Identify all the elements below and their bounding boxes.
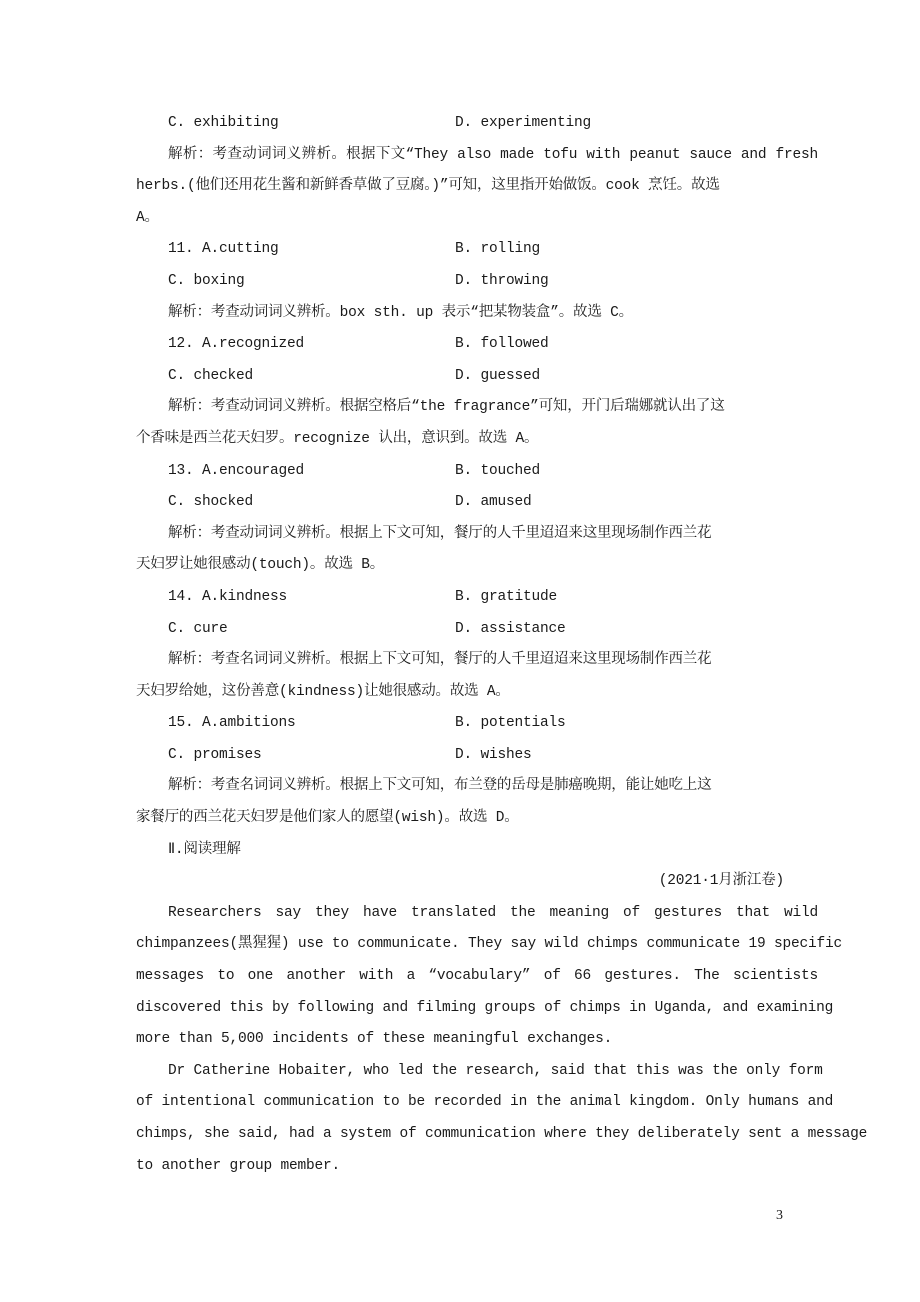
passage-line: more than 5,000 incidents of these meaningful exchanges. — [136, 1031, 613, 1048]
passage-line: chimpanzees(黑猩猩) use to communicate. They say wild chimps communicate 19 specific — [136, 936, 843, 953]
question-14-options-cd — [136, 614, 818, 646]
passage-paragraph-2 — [136, 1056, 868, 1182]
option-c: C. shocked — [168, 494, 254, 511]
option-d: D. throwing — [455, 272, 549, 289]
option-b: B. followed — [455, 336, 549, 353]
analysis-line: 解析：考查名词词义辨析。根据上下文可知，餐厅的人千里迢迢来这里现场制作西兰花 — [168, 652, 712, 669]
passage-paragraph-1 — [136, 898, 843, 1056]
analysis-line: 个香味是西兰花天妇罗。recognize 认出，意识到。故选 A。 — [136, 430, 539, 447]
passage-line: to another group member. — [136, 1157, 341, 1174]
option-c: C. exhibiting — [168, 115, 279, 131]
analysis-line: 解析：考查名词词义辨析。根据上下文可知，布兰登的岳母是肺癌晚期，能让她吃上这 — [168, 778, 712, 795]
option-d: D. wishes — [455, 746, 532, 763]
option-a: 13. A.encouraged — [168, 462, 305, 479]
question-13-options-ab — [136, 456, 818, 488]
option-d: D. amused — [455, 494, 532, 511]
passage-line: of intentional communication to be recorded in the animal kingdom. Only humans and — [136, 1094, 834, 1111]
analysis-line: herbs.(他们还用花生酱和新鲜香草做了豆腐。)”可知，这里指开始做饭。cook 烹饪。故选 — [136, 178, 720, 195]
passage-line: chimps, she said, had a system of communication where they deliberately sent a message — [136, 1126, 868, 1142]
option-a: 14. A.kindness — [168, 588, 288, 605]
question-13-options-cd — [136, 487, 818, 519]
analysis-line: 解析：考查动词词义辨析。根据空格后“the fragrance”可知，开门后瑞娜就认出了这 — [168, 399, 725, 416]
option-d: D. guessed — [455, 367, 541, 384]
question-15-options-cd — [136, 740, 818, 772]
option-b: B. potentials — [455, 715, 566, 732]
page-number: 3 — [776, 1208, 783, 1223]
option-a: 12. A.recognized — [168, 336, 305, 353]
option-d: D. experimenting — [455, 115, 592, 131]
option-c: C. checked — [168, 367, 254, 384]
source-citation: (2021·1月浙江卷) — [658, 873, 784, 890]
option-d: D. assistance — [455, 620, 566, 637]
option-b: B. rolling — [455, 241, 541, 258]
analysis-line: 家餐厅的西兰花天妇罗是他们家人的愿望(wish)。故选 D。 — [136, 810, 519, 827]
question-14-options-ab — [136, 582, 818, 614]
question-10-options-cd — [136, 108, 818, 140]
option-b: B. gratitude — [455, 588, 558, 605]
question-11-options-cd — [136, 266, 818, 298]
option-a: 11. A.cutting — [168, 241, 279, 258]
question-12-options-cd — [136, 361, 818, 393]
question-12-options-ab — [136, 329, 818, 361]
document-page — [136, 108, 868, 1182]
passage-line: Dr Catherine Hobaiter, who led the research, said that this was the only form — [168, 1062, 823, 1079]
option-c: C. promises — [168, 746, 262, 763]
question-15-options-ab — [136, 708, 818, 740]
analysis-line: 解析：考查动词词义辨析。根据下文“They also made tofu with peanut sauce and fresh — [168, 146, 818, 163]
analysis-line: 解析：考查动词词义辨析。根据上下文可知，餐厅的人千里迢迢来这里现场制作西兰花 — [168, 525, 712, 542]
passage-line: Researchers say they have translated the meaning of gestures that wild — [168, 904, 818, 921]
passage-line: messages to one another with a “vocabulary” of 66 gestures. The scientists — [136, 968, 818, 985]
option-c: C. boxing — [168, 272, 245, 289]
option-c: C. cure — [168, 620, 228, 637]
analysis-line: 解析：考查动词词义辨析。box sth. up 表示“把某物装盒”。故选 C。 — [168, 304, 633, 321]
analysis-line: 天妇罗让她很感动(touch)。故选 B。 — [136, 557, 385, 574]
section-heading: Ⅱ.阅读理解 — [168, 841, 241, 858]
option-b: B. touched — [455, 462, 541, 479]
option-a: 15. A.ambitions — [168, 715, 296, 732]
passage-line: discovered this by following and filming groups of chimps in Uganda, and examining — [136, 999, 834, 1016]
analysis-line: A。 — [136, 209, 159, 226]
question-11-options-ab — [136, 234, 818, 266]
analysis-line: 天妇罗给她，这份善意(kindness)让她很感动。故选 A。 — [136, 683, 510, 700]
